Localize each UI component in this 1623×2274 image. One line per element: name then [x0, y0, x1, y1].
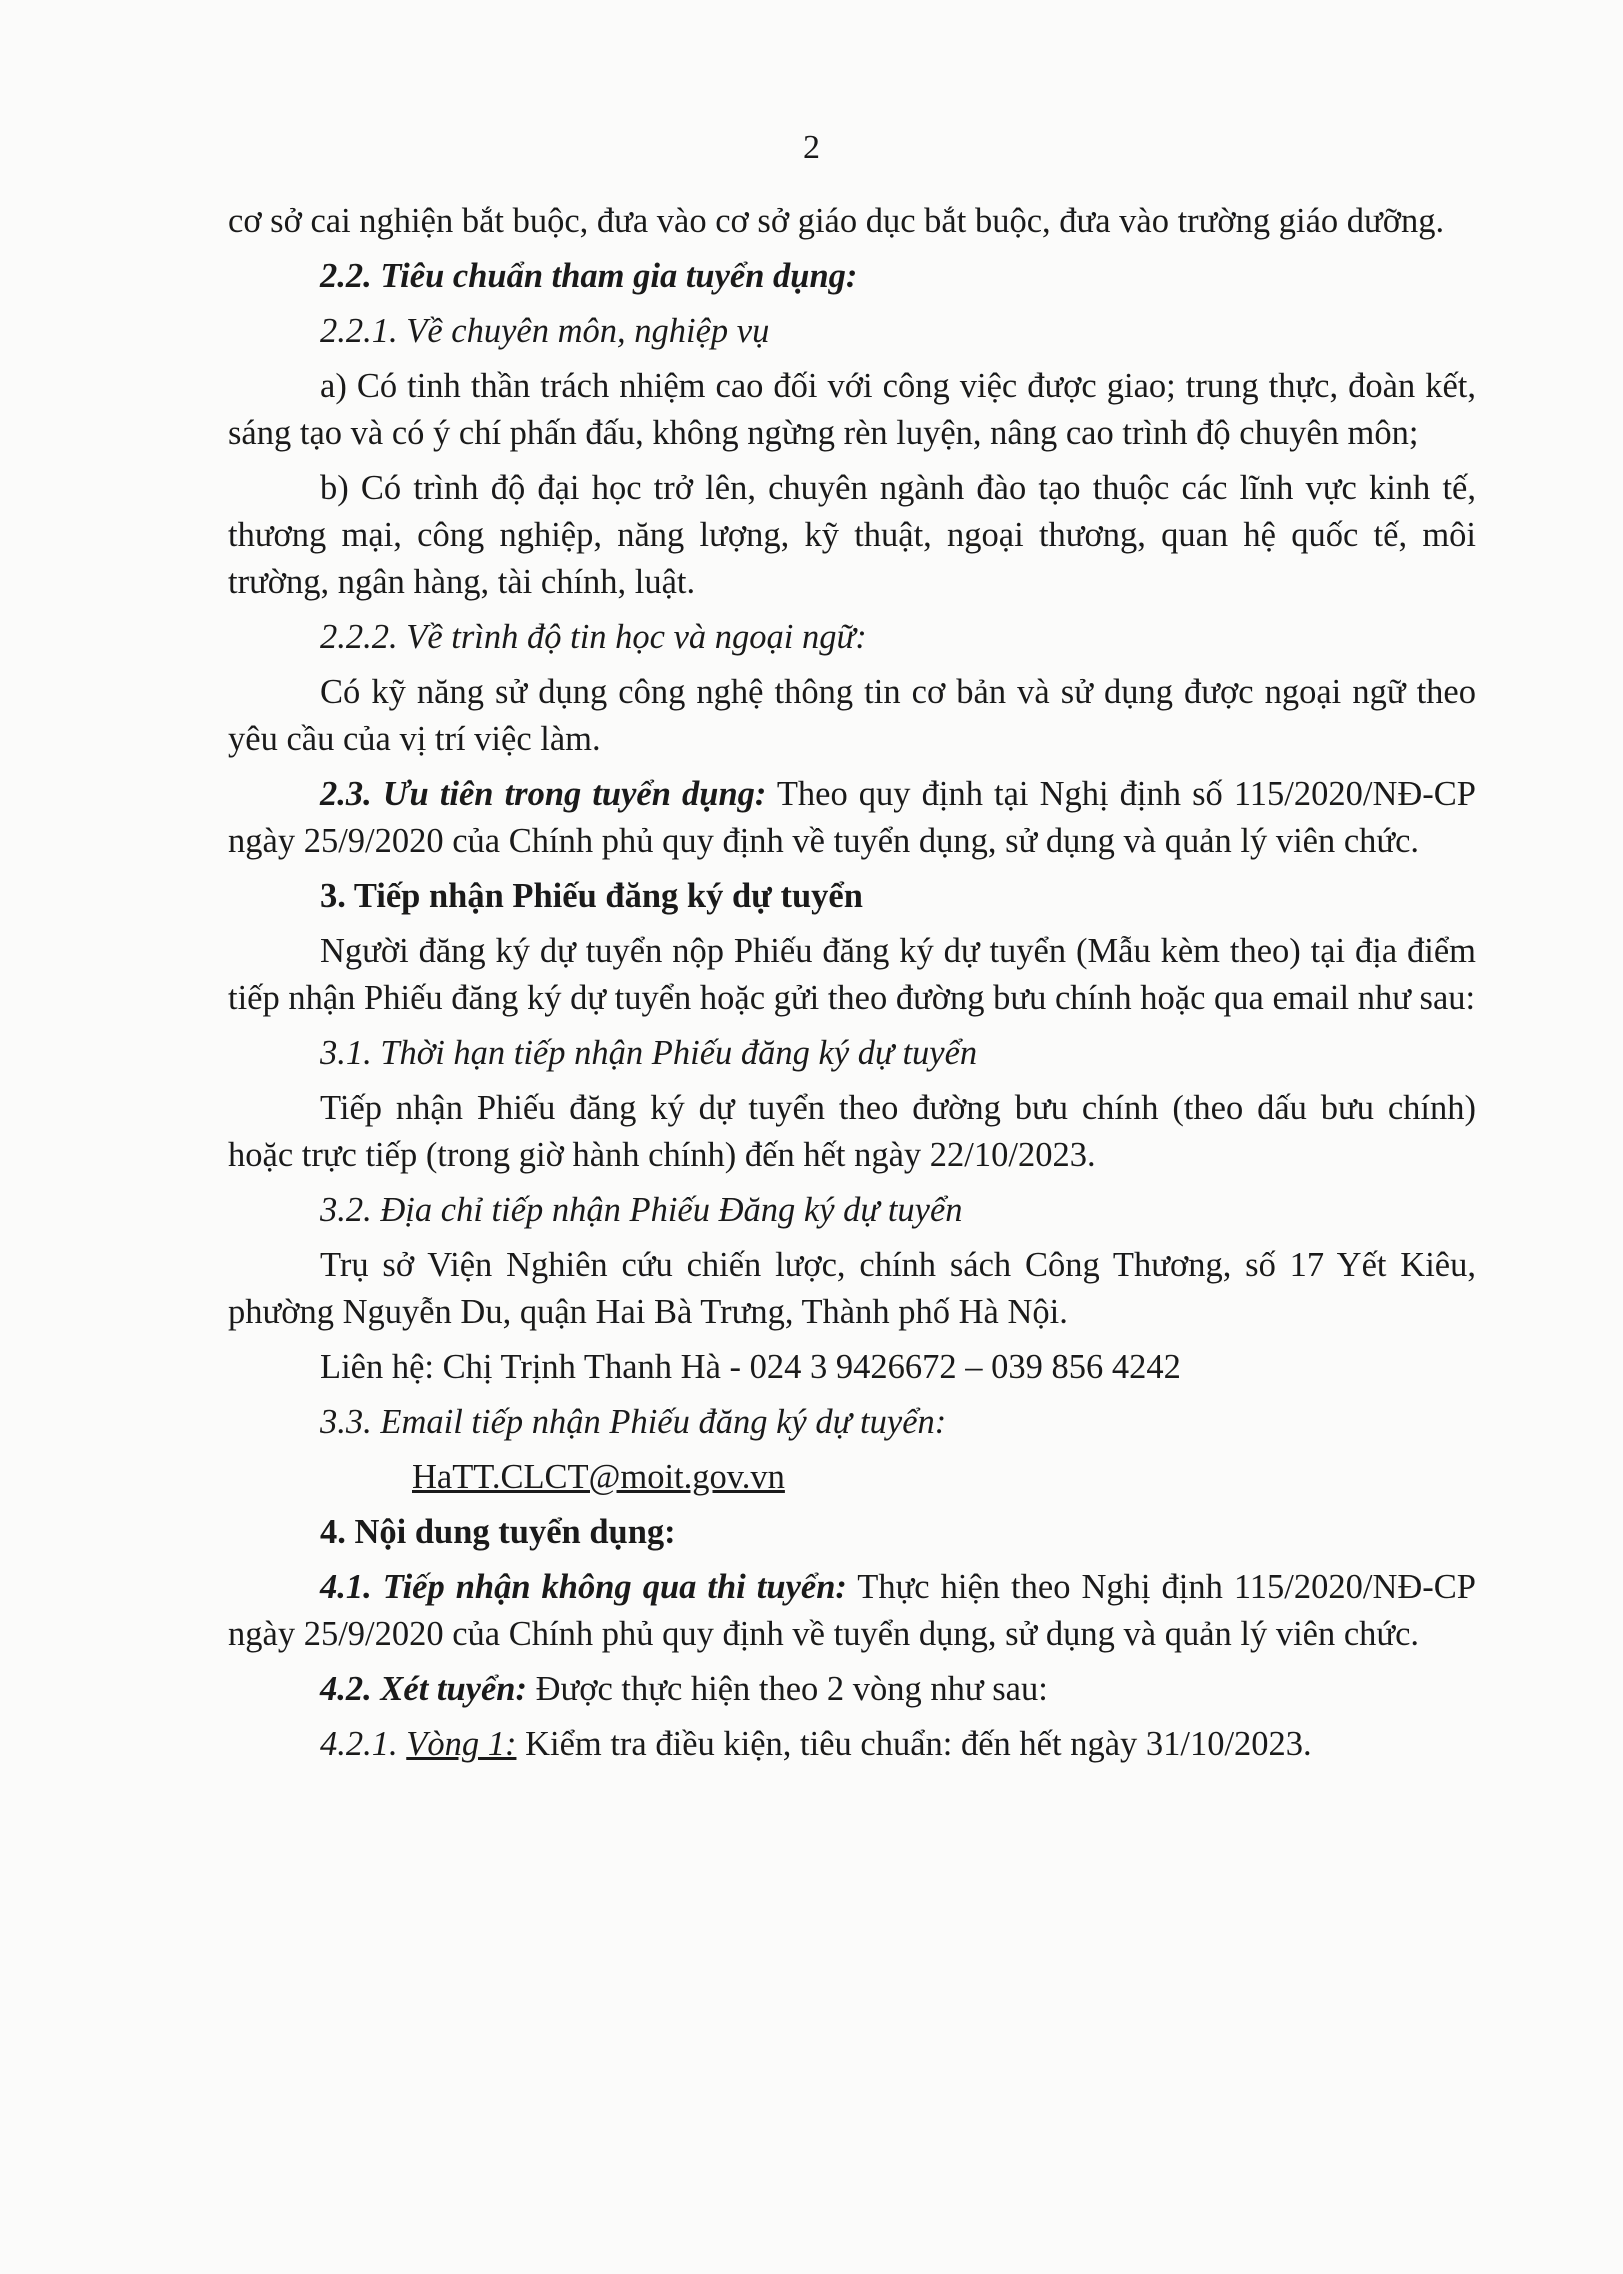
paragraph-4-2 — [228, 1666, 1476, 1713]
item-b: b) Có trình độ đại học trở lên, chuyên ngành đào tạo thuộc các lĩnh vực kinh tế, thương mại, công nghiệp, năng lượng, kỹ thuật, ngoại thương, quan hệ quốc tế, môi trường, ngân hàng, tài chính, luật. — [228, 469, 1476, 601]
paragraph-continuation: cơ sở cai nghiện bắt buộc, đưa vào cơ sở giáo dục bắt buộc, đưa vào trường giáo dưỡng. — [228, 202, 1445, 240]
heading-3-2: 3.2. Địa chỉ tiếp nhận Phiếu Đăng ký dự tuyển — [320, 1191, 963, 1229]
paragraph-3-2: Trụ sở Viện Nghiên cứu chiến lược, chính sách Công Thương, số 17 Yết Kiêu, phường Nguyễn Du, quận Hai Bà Trưng, Thành phố Hà Nội. — [228, 1246, 1476, 1331]
paragraph-2-3 — [228, 771, 1476, 865]
heading-2-2: 2.2. Tiêu chuẩn tham gia tuyển dụng: — [320, 257, 858, 295]
paragraph-4-2-1 — [228, 1721, 1476, 1768]
heading-3-3: 3.3. Email tiếp nhận Phiếu đăng ký dự tuyển: — [320, 1403, 947, 1441]
heading-4-2-1-prefix: 4.2.1. — [320, 1725, 407, 1763]
item-a: a) Có tinh thần trách nhiệm cao đối với công việc được giao; trung thực, đoàn kết, sáng tạo và có ý chí phấn đấu, không ngừng rèn luyện, nâng cao trình độ chuyên môn; — [228, 367, 1476, 452]
paragraph-4-2-text: Được thực hiện theo 2 vòng như sau: — [526, 1670, 1048, 1708]
paragraph-4-2-1-text: Kiểm tra điều kiện, tiêu chuẩn: đến hết ngày 31/10/2023. — [516, 1725, 1312, 1763]
paragraph-2-3-text: Theo quy định tại Nghị định số 115/2020/NĐ-CP ngày 25/9/2020 của Chính phủ quy định về tuyển dụng, sử dụng và quản lý viên chức. — [228, 775, 1476, 860]
email-line — [228, 1454, 1476, 1501]
heading-3-1: 3.1. Thời hạn tiếp nhận Phiếu đăng ký dự tuyển — [320, 1034, 978, 1072]
heading-4: 4. Nội dung tuyển dụng: — [320, 1513, 676, 1551]
document-body — [228, 198, 1476, 1776]
page-number: 2 — [803, 129, 820, 166]
paragraph-3-1: Tiếp nhận Phiếu đăng ký dự tuyển theo đường bưu chính (theo dấu bưu chính) hoặc trực tiếp (trong giờ hành chính) đến hết ngày 22/10/2023. — [228, 1089, 1476, 1174]
heading-4-2-label: 4.2. Xét tuyển: — [320, 1670, 527, 1708]
round-1-label: Vòng 1: — [406, 1725, 517, 1763]
heading-2-2-1: 2.2.1. Về chuyên môn, nghiệp vụ — [320, 312, 770, 350]
email-link[interactable]: HaTT.CLCT@moit.gov.vn — [412, 1458, 785, 1496]
paragraph-4-1-text: Thực hiện theo Nghị định 115/2020/NĐ-CP ngày 25/9/2020 của Chính phủ quy định về tuyển dụng, sử dụng và quản lý viên chức. — [228, 1568, 1476, 1653]
heading-2-3-label: 2.3. Ưu tiên trong tuyển dụng: — [320, 775, 767, 813]
paragraph-3: Người đăng ký dự tuyển nộp Phiếu đăng ký dự tuyển (Mẫu kèm theo) tại địa điểm tiếp nhận Phiếu đăng ký dự tuyển hoặc gửi theo đường bưu chính hoặc qua email như sau: — [228, 932, 1476, 1017]
contact-line: Liên hệ: Chị Trịnh Thanh Hà - 024 3 9426672 – 039 856 4242 — [320, 1348, 1181, 1386]
heading-3: 3. Tiếp nhận Phiếu đăng ký dự tuyển — [320, 877, 863, 915]
heading-4-1-label: 4.1. Tiếp nhận không qua thi tuyển: — [320, 1568, 847, 1606]
heading-2-2-2: 2.2.2. Về trình độ tin học và ngoại ngữ: — [320, 618, 867, 656]
paragraph-2-2-2: Có kỹ năng sử dụng công nghệ thông tin cơ bản và sử dụng được ngoại ngữ theo yêu cầu của vị trí việc làm. — [228, 673, 1476, 758]
paragraph-4-1 — [228, 1564, 1476, 1658]
